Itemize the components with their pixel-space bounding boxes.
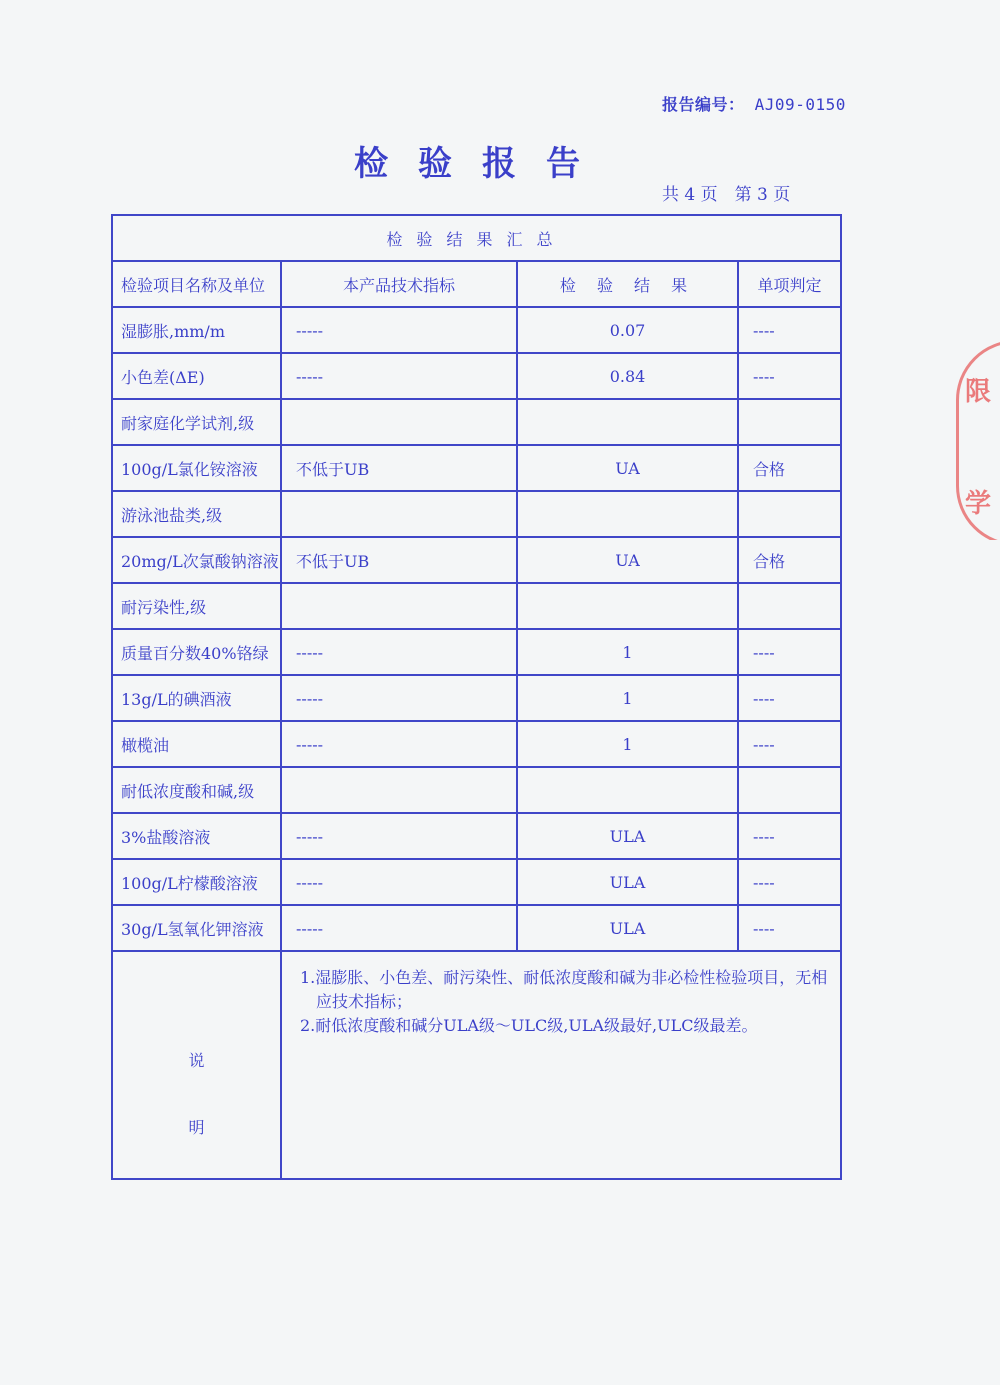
row-spec: ----- <box>281 813 517 859</box>
report-number <box>662 92 846 115</box>
row-spec <box>281 583 517 629</box>
notes-body <box>281 951 841 1179</box>
row-result: 1 <box>517 675 738 721</box>
header-judgement: 单项判定 <box>738 261 841 307</box>
row-spec <box>281 399 517 445</box>
table-row <box>112 583 841 629</box>
table-row <box>112 767 841 813</box>
row-judgement: ---- <box>738 813 841 859</box>
row-judgement: ---- <box>738 721 841 767</box>
row-item: 100g/L柠檬酸溶液 <box>112 859 281 905</box>
stamp-char-1: 限 <box>965 377 992 407</box>
table-row <box>112 859 841 905</box>
row-result <box>517 399 738 445</box>
row-judgement: ---- <box>738 307 841 353</box>
summary-title: 检验结果汇总 <box>112 215 841 261</box>
row-item: 13g/L的碘酒液 <box>112 675 281 721</box>
row-judgement <box>738 583 841 629</box>
row-judgement: ---- <box>738 629 841 675</box>
row-judgement <box>738 767 841 813</box>
row-spec: ----- <box>281 859 517 905</box>
row-spec: ----- <box>281 353 517 399</box>
report-number-value: AJ09-0150 <box>754 95 846 114</box>
row-judgement: 合格 <box>738 537 841 583</box>
row-item: 耐低浓度酸和碱,级 <box>112 767 281 813</box>
row-spec: ----- <box>281 675 517 721</box>
table-row <box>112 629 841 675</box>
row-spec: ----- <box>281 905 517 951</box>
row-result: UA <box>517 537 738 583</box>
row-spec: 不低于UB <box>281 537 517 583</box>
row-result <box>517 767 738 813</box>
row-item: 小色差(ΔE) <box>112 353 281 399</box>
row-result: UA <box>517 445 738 491</box>
results-table <box>111 214 842 1180</box>
report-number-label: 报告编号： <box>662 95 745 114</box>
row-item: 100g/L氯化铵溶液 <box>112 445 281 491</box>
row-judgement <box>738 491 841 537</box>
row-judgement: ---- <box>738 859 841 905</box>
summary-row <box>112 215 841 261</box>
row-judgement: ---- <box>738 905 841 951</box>
table-row <box>112 353 841 399</box>
notes-label-char-2: 明 <box>188 1118 205 1137</box>
page-count: 共 4 页 第 3 页 <box>662 185 791 205</box>
header-result: 检 验 结 果 <box>517 261 738 307</box>
red-seal-stamp <box>950 340 1000 540</box>
row-judgement <box>738 399 841 445</box>
row-item: 3%盐酸溶液 <box>112 813 281 859</box>
header-row <box>112 261 841 307</box>
row-result: ULA <box>517 859 738 905</box>
row-spec <box>281 767 517 813</box>
table-row <box>112 491 841 537</box>
row-item: 20mg/L次氯酸钠溶液 <box>112 537 281 583</box>
table-row <box>112 675 841 721</box>
header-item: 检验项目名称及单位 <box>112 261 281 307</box>
row-spec: ----- <box>281 307 517 353</box>
note-line-1: 1.湿膨胀、小色差、耐污染性、耐低浓度酸和碱为非必检性检验项目，无相 <box>300 968 828 987</box>
notes-label <box>112 951 281 1179</box>
table-row <box>112 721 841 767</box>
row-item: 耐家庭化学试剂,级 <box>112 399 281 445</box>
notes-label-char-1: 说 <box>188 1051 205 1070</box>
table-row <box>112 537 841 583</box>
row-judgement: ---- <box>738 675 841 721</box>
notes-row <box>112 951 841 1179</box>
page-title: 检验报告 <box>354 144 610 184</box>
table-row <box>112 905 841 951</box>
row-spec: 不低于UB <box>281 445 517 491</box>
row-result: 1 <box>517 721 738 767</box>
row-result: ULA <box>517 813 738 859</box>
row-item: 耐污染性,级 <box>112 583 281 629</box>
row-item: 湿膨胀,mm/m <box>112 307 281 353</box>
row-result: ULA <box>517 905 738 951</box>
row-item: 橄榄油 <box>112 721 281 767</box>
row-result <box>517 583 738 629</box>
row-item: 30g/L氢氧化钾溶液 <box>112 905 281 951</box>
row-item: 质量百分数40%铬绿 <box>112 629 281 675</box>
table-row <box>112 445 841 491</box>
row-result: 0.84 <box>517 353 738 399</box>
stamp-char-2: 学 <box>965 489 992 519</box>
note-line-2: 2.耐低浓度酸和碱分ULA级～ULC级,ULA级最好,ULC级最差。 <box>300 1016 758 1035</box>
row-judgement: 合格 <box>738 445 841 491</box>
note-line-1-cont: 应技术指标； <box>316 992 413 1011</box>
header-spec: 本产品技术指标 <box>281 261 517 307</box>
row-result <box>517 491 738 537</box>
row-judgement: ---- <box>738 353 841 399</box>
table-row <box>112 307 841 353</box>
row-spec: ----- <box>281 629 517 675</box>
row-result: 1 <box>517 629 738 675</box>
table-row <box>112 813 841 859</box>
row-spec <box>281 491 517 537</box>
row-spec: ----- <box>281 721 517 767</box>
row-item: 游泳池盐类,级 <box>112 491 281 537</box>
table-row <box>112 399 841 445</box>
row-result: 0.07 <box>517 307 738 353</box>
